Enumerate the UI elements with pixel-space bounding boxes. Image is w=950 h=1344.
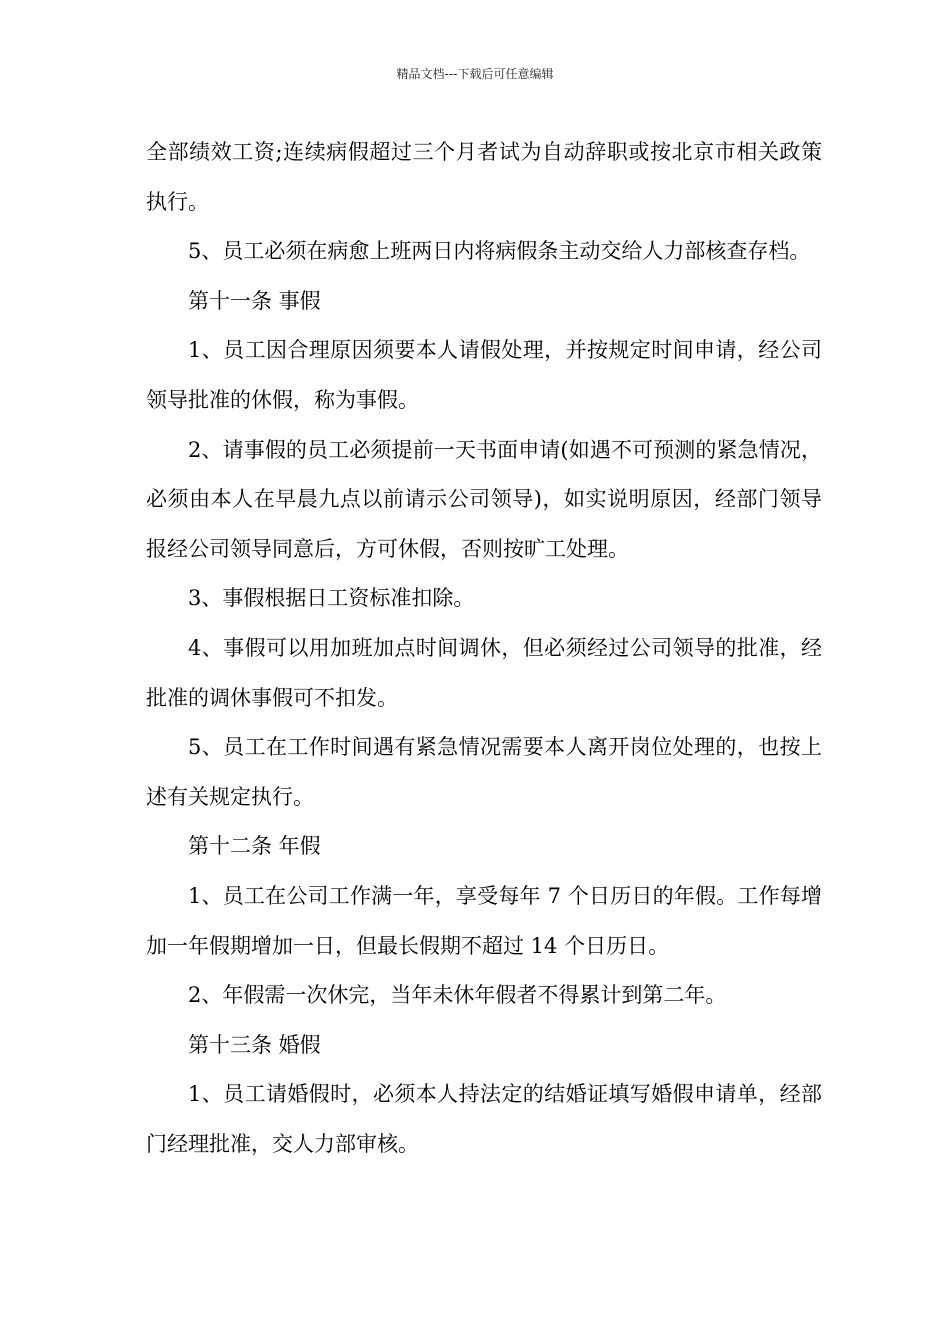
paragraph-marriage-leave-item-1: 1、员工请婚假时，必须本人持法定的结婚证填写婚假申请单，经部门经理批准，交人力部审核。 bbox=[146, 1082, 822, 1156]
paragraph-sick-leave-item-5: 5、员工必须在病愈上班两日内将病假条主动交给人力部核查存档。 bbox=[188, 239, 811, 264]
paragraph-continuation: 全部绩效工资;连续病假超过三个月者试为自动辞职或按北京市相关政策执行。 bbox=[146, 140, 822, 214]
page-header: 精品文档---下载后可任意编辑 bbox=[396, 67, 554, 81]
document-body bbox=[146, 128, 822, 1169]
paragraph-personal-leave-item-4: 4、事假可以用加班加点时间调休，但必须经过公司领导的批准，经批准的调休事假可不扣发。 bbox=[146, 635, 822, 710]
paragraph-annual-leave-item-2: 2、年假需一次休完，当年未休年假者不得累计到第二年。 bbox=[188, 983, 727, 1008]
article-13-heading: 第十三条 婚假 bbox=[188, 1032, 321, 1057]
paragraph-personal-leave-item-5: 5、员工在工作时间遇有紧急情况需要本人离开岗位处理的，也按上述有关规定执行。 bbox=[146, 735, 822, 809]
article-12-heading: 第十二条 年假 bbox=[188, 834, 321, 859]
article-11-heading: 第十一条 事假 bbox=[188, 288, 321, 313]
paragraph-personal-leave-item-1: 1、员工因合理原因须要本人请假处理，并按规定时间申请，经公司领导批准的休假，称为事假。 bbox=[146, 338, 822, 412]
paragraph-personal-leave-item-2: 2、请事假的员工必须提前一天书面申请(如遇不可预测的紧急情况，必须由本人在早晨九点以前请示公司领导)，如实说明原因，经部门领导报经公司领导同意后，方可休假，否则按旷工处理。 bbox=[146, 437, 822, 561]
paragraph-annual-leave-item-1: 1、员工在公司工作满一年，享受每年 7 个日历日的年假。工作每增加一年假期增加一日，但最长假期不超过 14 个日历日。 bbox=[146, 883, 822, 958]
paragraph-personal-leave-item-3: 3、事假根据日工资标准扣除。 bbox=[188, 586, 475, 611]
